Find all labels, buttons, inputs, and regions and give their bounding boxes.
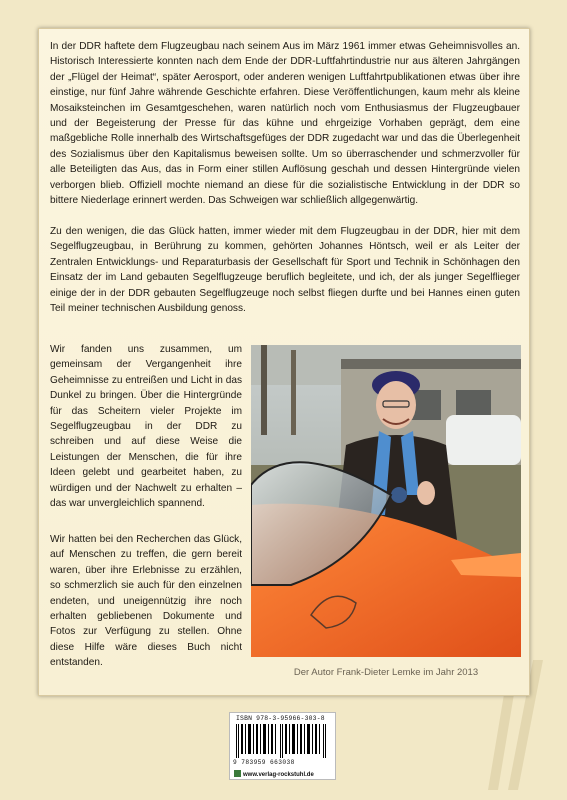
paragraph-thanks: Wir hatten bei den Recherchen das Glück, auf Menschen zu treffen, die gern bereit waren, über ihre Erlebnisse zu erzählen, so schmerzlich sie auch für den einzelnen endeten, und uneigennützig ihre noch erhalten gebliebenen Dokumente und Fotos zur Verfügung zu stellen. Ohne diese Hilfe wäre dieses Buch nicht entstanden.: [50, 534, 242, 669]
paragraph-purpose: Wir fanden uns zusammen, um gemeinsam der Vergangenheit ihre Geheimnisse zu entreißen und Licht in das Dunkel zu bringen. Über die Hintergründe für das Scheitern vieler Projekte im Segelflugzeugbau in der DDR zu schreiben und auf diese Weise die Leistungen der Menschen, die für ihre Ideen gelebt und gearbeitet haben, zu würdigen und der Nachwelt zu erhalten – das war unvergleichlich spannend.: [50, 344, 242, 510]
isbn-text: ISBN 978-3-95966-303-8: [236, 715, 325, 722]
barcode-icon: [236, 724, 331, 758]
photo-caption: Der Autor Frank-Dieter Lemke im Jahr 2013: [293, 667, 479, 678]
author-photo: [251, 345, 521, 657]
paragraph-authors: Zu den wenigen, die das Glück hatten, immer wieder mit dem Flugzeugbau in der DDR, hier mit dem Segelflugzeugbau, in Berührung zu kommen, gehörten Johannes Höntsch, weil er als Leiter der Zentralen Entwicklungs- und Reparaturbasis der Gesellschaft für Sport und Technik in Schönhagen den Einsatz der im Land gebauten Segelflugzeuge beruflich begleitete, und ich, der als junger Segelflieger einige der in der DDR gebauten Segelflugzeuge noch selbst fliegen durfte und bei Hannes einen guten Teil meiner technischen Ausbildung genoss.: [50, 226, 520, 315]
barcode-digits: 9 783959 663038: [233, 759, 295, 766]
publisher-website: www.verlag-rockstuhl.de: [234, 770, 314, 778]
text-panel: [38, 28, 530, 696]
paragraph-intro: In der DDR haftete dem Flugzeugbau nach seinem Aus im März 1961 immer etwas Geheimnisvolles an. Historisch Interessierte konnten nach dem Ende der DDR-Luftfahrtindustrie nur aus älteren Jahrgängen der „Flügel der Heimat“, später Aerosport, oder anderen wenigen Luftfahrtpublikationen etwas über ihre einstige, nur fünf Jahre währende Geschichte erfahren. Diese Veröffentlichungen, kaum mehr als kleine Mosaiksteinchen im Gesamtgeschehen, waren natürlich noch vom Enthusiasmus der Flugzeugbauer und der Begeisterung der Presse für das kühne und ehrgeizige Vorhaben geprägt, dem eine maßgebliche Rolle innerhalb des Wirtschaftsgefüges der DDR zugedacht war und das die Überlegenheit des Sozialismus über den Kapitalismus beweisen sollte. Um so überraschender und schmerzvoller für alle Beteiligten das Aus, das in Form einer stillen Auflösung geschah und dessen Hintergründe vielen verborgen blieb. Offiziell mochte niemand an diese für die sozialistische Entwicklung in der DDR so bittere Niederlage erinnert werden. Das Schweigen war schließlich allgegenwärtig.: [50, 41, 520, 207]
barcode-label: [229, 712, 336, 780]
publisher-logo-icon: [234, 770, 241, 777]
